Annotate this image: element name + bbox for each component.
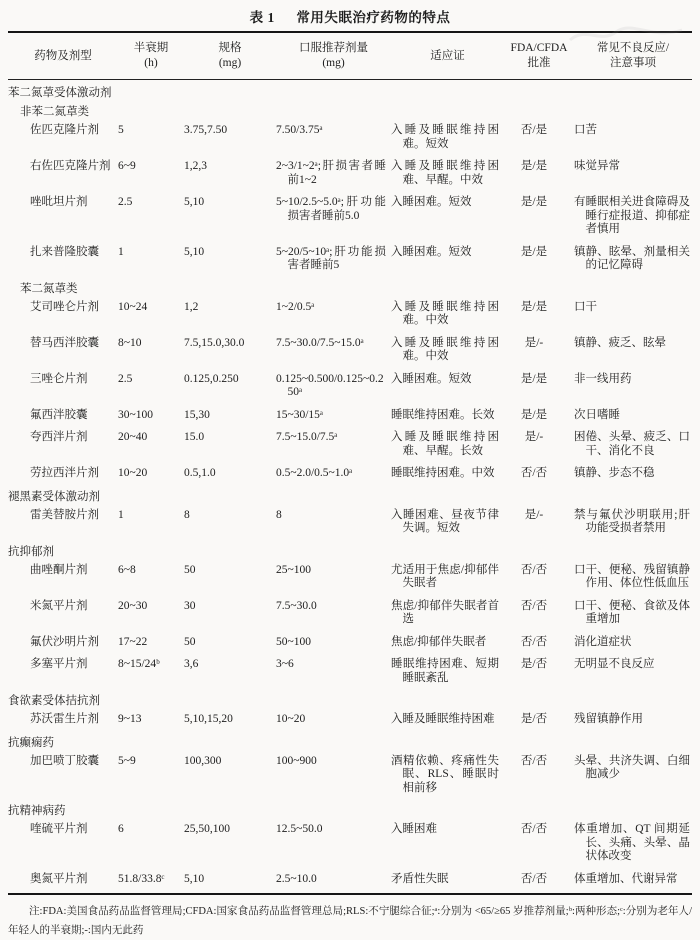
- cell-spec: 15.0: [184, 431, 205, 443]
- cell-indication: 矛盾性失眠: [391, 872, 449, 885]
- column-header-dose: [276, 33, 391, 79]
- drug-class-label: 苯二氮䓬类: [20, 282, 78, 295]
- cell-approval: 否/否: [520, 467, 548, 479]
- drug-row: [8, 158, 692, 194]
- column-label: 规格: [218, 42, 242, 54]
- cell-indication: 入睡困难。短效: [391, 196, 472, 208]
- column-unit: (h): [144, 57, 158, 69]
- cell-approval: 否/否: [520, 635, 548, 648]
- cell-adverse: 口干: [574, 300, 597, 313]
- cell-dose: 7.5~30.0/7.5~15.0ᵃ: [276, 336, 364, 349]
- cell-adverse: 禁与氟伏沙明联用;肝功能受损者禁用: [574, 508, 690, 534]
- cell-adverse: 味觉异常: [574, 160, 620, 172]
- cell-approval: 否/否: [520, 872, 548, 885]
- drug-row: [8, 429, 692, 465]
- drug-row: [8, 656, 692, 692]
- column-header-drug: [8, 33, 118, 79]
- drug-class-label: 抗抑郁剂: [8, 545, 54, 558]
- cell-adverse: 困倦、头晕、疲乏、口干、消化不良: [574, 431, 690, 457]
- cell-drug-name: 加巴喷丁胶囊: [30, 754, 99, 767]
- cell-drug-name: 替马西泮胶囊: [30, 336, 99, 349]
- cell-spec: 0.125,0.250: [184, 372, 239, 385]
- cell-half-life: 17~22: [118, 635, 148, 648]
- drug-class-label: 苯二氮䓬受体激动剂: [8, 87, 112, 99]
- cell-drug-name: 雷美替胺片剂: [30, 508, 99, 521]
- drug-table: [8, 31, 692, 895]
- cell-dose: 1~2/0.5ᵃ: [276, 300, 315, 313]
- cell-approval: 是/否: [520, 658, 548, 670]
- drug-class-label: 食欲素受体拮抗剂: [8, 695, 100, 707]
- cell-half-life: 6~9: [118, 160, 136, 172]
- cell-spec: 5,10: [184, 196, 205, 208]
- drug-class-row: [8, 802, 692, 821]
- cell-dose: 7.5~30.0: [276, 599, 317, 612]
- cell-indication: 焦虑/抑郁伴失眠者首选: [391, 599, 499, 625]
- cell-half-life: 1: [118, 508, 124, 521]
- cell-approval: 是/否: [520, 713, 548, 725]
- drug-row: [8, 711, 692, 734]
- drug-class-label: 抗精神病药: [8, 805, 66, 817]
- drug-row: [8, 335, 692, 371]
- cell-dose: 7.50/3.75ᵃ: [276, 124, 323, 136]
- cell-half-life: 6: [118, 823, 124, 835]
- cell-indication: 入睡困难。短效: [391, 245, 472, 258]
- column-label: 适应证: [430, 49, 465, 62]
- drug-row: [8, 507, 692, 543]
- cell-indication: 入睡及睡眠维持困难。短效: [391, 124, 499, 150]
- cell-approval: 是/是: [520, 160, 548, 172]
- cell-dose: 7.5~15.0/7.5ᵃ: [276, 431, 338, 443]
- cell-approval: 是/是: [520, 408, 548, 421]
- drug-row: [8, 244, 692, 280]
- cell-dose: 5~10/2.5~5.0ᵃ;肝功能损害者睡前5.0: [276, 196, 386, 222]
- cell-spec: 3.75,7.50: [184, 124, 228, 136]
- cell-spec: 5,10,15,20: [184, 713, 233, 725]
- cell-drug-name: 曲唑酮片剂: [30, 563, 88, 576]
- cell-spec: 1,2,3: [184, 160, 207, 172]
- cell-adverse: 体重增加、QT 间期延长、头痛、头晕、晶状体改变: [574, 823, 690, 862]
- cell-half-life: 8~15/24ᵇ: [118, 658, 160, 670]
- cell-indication: 入睡及睡眠维持困难、早醒。中效: [391, 160, 499, 186]
- cell-drug-name: 苏沃雷生片剂: [30, 713, 99, 725]
- cell-approval: 是/-: [524, 508, 544, 521]
- cell-indication: 酒精依赖、疼痛性失眠、RLS、睡眠时相前移: [391, 754, 499, 794]
- column-label: 口服推荐剂量: [299, 42, 368, 54]
- cell-adverse: 次日嗜睡: [574, 408, 620, 421]
- cell-spec: 3,6: [184, 658, 199, 670]
- table-caption: 常用失眠治疗药物的特点: [296, 10, 451, 25]
- table-header-row: [8, 33, 692, 80]
- cell-approval: 否/否: [520, 563, 548, 576]
- cell-drug-name: 扎来普隆胶囊: [30, 245, 99, 258]
- table-body: [8, 80, 692, 895]
- cell-indication: 入睡困难: [391, 823, 437, 835]
- cell-drug-name: 劳拉西泮片剂: [30, 467, 99, 479]
- cell-adverse: 镇静、疲乏、眩晕: [574, 336, 666, 349]
- cell-half-life: 8~10: [118, 336, 142, 349]
- cell-dose: 10~20: [276, 713, 306, 725]
- cell-dose: 3~6: [276, 658, 294, 670]
- cell-approval: 是/是: [520, 300, 548, 313]
- cell-adverse: 口苦: [574, 124, 597, 136]
- cell-indication: 入睡困难、昼夜节律失调。短效: [391, 508, 499, 534]
- drug-row: [8, 299, 692, 335]
- cell-half-life: 30~100: [118, 408, 153, 421]
- drug-row: [8, 371, 692, 407]
- column-header-approval: [504, 33, 574, 79]
- drug-row: [8, 821, 692, 871]
- cell-drug-name: 夸西泮片剂: [30, 431, 88, 443]
- cell-half-life: 20~40: [118, 431, 148, 443]
- drug-row: [8, 194, 692, 244]
- cell-spec: 0.5,1.0: [184, 467, 216, 479]
- cell-dose: 100~900: [276, 754, 317, 767]
- cell-approval: 否/否: [520, 599, 548, 612]
- drug-class-label: 非苯二氮䓬类: [20, 106, 89, 118]
- drug-class-row: [8, 280, 692, 299]
- cell-spec: 8: [184, 508, 190, 521]
- drug-class-label: 抗癫痫药: [8, 736, 54, 749]
- cell-drug-name: 佐匹克隆片剂: [30, 124, 99, 136]
- cell-spec: 5,10: [184, 872, 205, 885]
- cell-approval: 是/-: [524, 336, 544, 349]
- cell-half-life: 5~9: [118, 754, 136, 767]
- cell-adverse: 口干、便秘、残留镇静作用、体位性低血压: [574, 563, 690, 589]
- cell-drug-name: 右佐匹克隆片剂: [30, 160, 111, 172]
- column-unit: (mg): [322, 57, 345, 69]
- cell-indication: 焦虑/抑郁伴失眠者: [391, 635, 487, 648]
- column-unit: 批准: [527, 57, 551, 69]
- drug-class-row: [8, 84, 692, 103]
- cell-approval: 否/是: [520, 124, 548, 136]
- cell-drug-name: 艾司唑仑片剂: [30, 300, 99, 313]
- drug-row: [8, 753, 692, 803]
- cell-indication: 尤适用于焦虑/抑郁伴失眠者: [391, 563, 499, 589]
- drug-row: [8, 122, 692, 158]
- cell-approval: 否/否: [520, 754, 548, 767]
- drug-row: [8, 407, 692, 430]
- column-label: 常见不良反应/: [596, 42, 670, 54]
- cell-approval: 是/是: [520, 196, 548, 208]
- cell-half-life: 2.5: [118, 196, 133, 208]
- cell-drug-name: 米氮平片剂: [30, 599, 88, 612]
- cell-half-life: 1: [118, 245, 124, 258]
- drug-class-row: [8, 692, 692, 711]
- cell-half-life: 5: [118, 124, 124, 136]
- cell-half-life: 6~8: [118, 563, 136, 576]
- cell-drug-name: 多塞平片剂: [30, 658, 88, 670]
- drug-class-row: [8, 734, 692, 753]
- cell-adverse: 消化道症状: [574, 635, 632, 648]
- cell-adverse: 头晕、共济失调、白细胞减少: [574, 754, 690, 780]
- drug-class-row: [8, 103, 692, 122]
- cell-indication: 睡眠维持困难。长效: [391, 408, 495, 421]
- cell-drug-name: 奥氮平片剂: [30, 872, 88, 885]
- cell-indication: 入睡困难。短效: [391, 372, 472, 385]
- cell-indication: 入睡及睡眠维持困难。中效: [391, 300, 499, 326]
- drug-class-label: 褪黑素受体激动剂: [8, 490, 100, 503]
- cell-spec: 100,300: [184, 754, 222, 767]
- column-label: 药物及剂型: [34, 49, 92, 62]
- cell-half-life: 9~13: [118, 713, 142, 725]
- column-header-adverse: [574, 33, 692, 79]
- table-title: [0, 0, 700, 31]
- cell-spec: 1,2: [184, 300, 199, 313]
- cell-indication: 入睡及睡眠维持困难: [391, 713, 495, 725]
- cell-adverse: 无明显不良反应: [574, 658, 655, 670]
- cell-half-life: 20~30: [118, 599, 148, 612]
- cell-dose: 0.5~2.0/0.5~1.0ᵃ: [276, 467, 353, 479]
- cell-drug-name: 氟西泮胶囊: [30, 408, 88, 421]
- cell-dose: 15~30/15ᵃ: [276, 408, 324, 421]
- column-label: FDA/CFDA: [510, 42, 568, 54]
- cell-dose: 12.5~50.0: [276, 823, 323, 835]
- cell-dose: 50~100: [276, 635, 311, 648]
- cell-approval: 是/是: [520, 372, 548, 385]
- cell-adverse: 镇静、眩晕、剂量相关的记忆障碍: [574, 245, 690, 271]
- cell-spec: 50: [184, 635, 196, 648]
- cell-half-life: 51.8/33.8ᶜ: [118, 872, 165, 885]
- cell-adverse: 体重增加、代谢异常: [574, 872, 678, 885]
- cell-spec: 30: [184, 599, 196, 612]
- cell-indication: 入睡及睡眠维持困难。中效: [391, 336, 499, 362]
- cell-adverse: 镇静、步态不稳: [574, 467, 655, 479]
- table-note: 注:FDA:美国食品药品监督管理局;CFDA:国家食品药品监督管理总局;RLS:不宁腿综合征;ᵃ:分别为 <65/≥65 岁推荐剂量;ᵇ:两种形态;ᶜ:分别为老年人/年轻人的半衰期;-:国内无此药: [8, 906, 692, 936]
- column-label: 半衰期: [133, 42, 169, 54]
- cell-dose: 2.5~10.0: [276, 872, 317, 885]
- cell-indication: 睡眠维持困难。中效: [391, 467, 495, 479]
- cell-dose: 2~3/1~2ᵃ;肝损害者睡前1~2: [276, 160, 386, 186]
- drug-class-row: [8, 543, 692, 562]
- cell-drug-name: 三唑仑片剂: [30, 372, 88, 385]
- cell-indication: 睡眠维持困难、短期睡眠紊乱: [391, 658, 499, 684]
- cell-adverse: 非一线用药: [574, 372, 632, 385]
- column-unit: 注意事项: [610, 57, 656, 69]
- cell-adverse: 口干、便秘、食欲及体重增加: [574, 599, 690, 625]
- cell-drug-name: 唑吡坦片剂: [30, 196, 88, 208]
- cell-drug-name: 氟伏沙明片剂: [30, 635, 99, 648]
- cell-dose: 8: [276, 508, 282, 521]
- cell-dose: 5~20/5~10ᵃ;肝功能损害者睡前5: [276, 245, 386, 271]
- drug-row: [8, 871, 692, 894]
- cell-dose: 0.125~0.500/0.125~0.250ᵃ: [276, 372, 384, 398]
- cell-adverse: 有睡眠相关进食障碍及睡行症报道、抑郁症者慎用: [574, 196, 690, 235]
- cell-half-life: 2.5: [118, 372, 133, 385]
- cell-spec: 5,10: [184, 245, 205, 258]
- cell-half-life: 10~24: [118, 300, 148, 313]
- cell-drug-name: 喹硫平片剂: [30, 823, 88, 835]
- cell-spec: 50: [184, 563, 196, 576]
- cell-approval: 是/是: [520, 245, 548, 258]
- cell-spec: 7.5,15.0,30.0: [184, 336, 245, 349]
- drug-row: [8, 634, 692, 657]
- column-header-indication: [391, 33, 504, 79]
- drug-class-row: [8, 488, 692, 507]
- cell-adverse: 残留镇静作用: [574, 713, 643, 725]
- drug-row: [8, 562, 692, 598]
- cell-indication: 入睡及睡眠维持困难、早醒。长效: [391, 431, 499, 457]
- cell-spec: 15,30: [184, 408, 210, 421]
- cell-approval: 是/-: [524, 431, 544, 443]
- drug-row: [8, 598, 692, 634]
- column-unit: (mg): [218, 57, 242, 69]
- cell-half-life: 10~20: [118, 467, 148, 479]
- cell-approval: 否/否: [520, 823, 548, 835]
- column-header-spec: [184, 33, 276, 79]
- cell-dose: 25~100: [276, 563, 311, 576]
- drug-row: [8, 465, 692, 488]
- table-number: 表 1: [249, 10, 275, 25]
- column-header-half-life: [118, 33, 184, 79]
- cell-spec: 25,50,100: [184, 823, 230, 835]
